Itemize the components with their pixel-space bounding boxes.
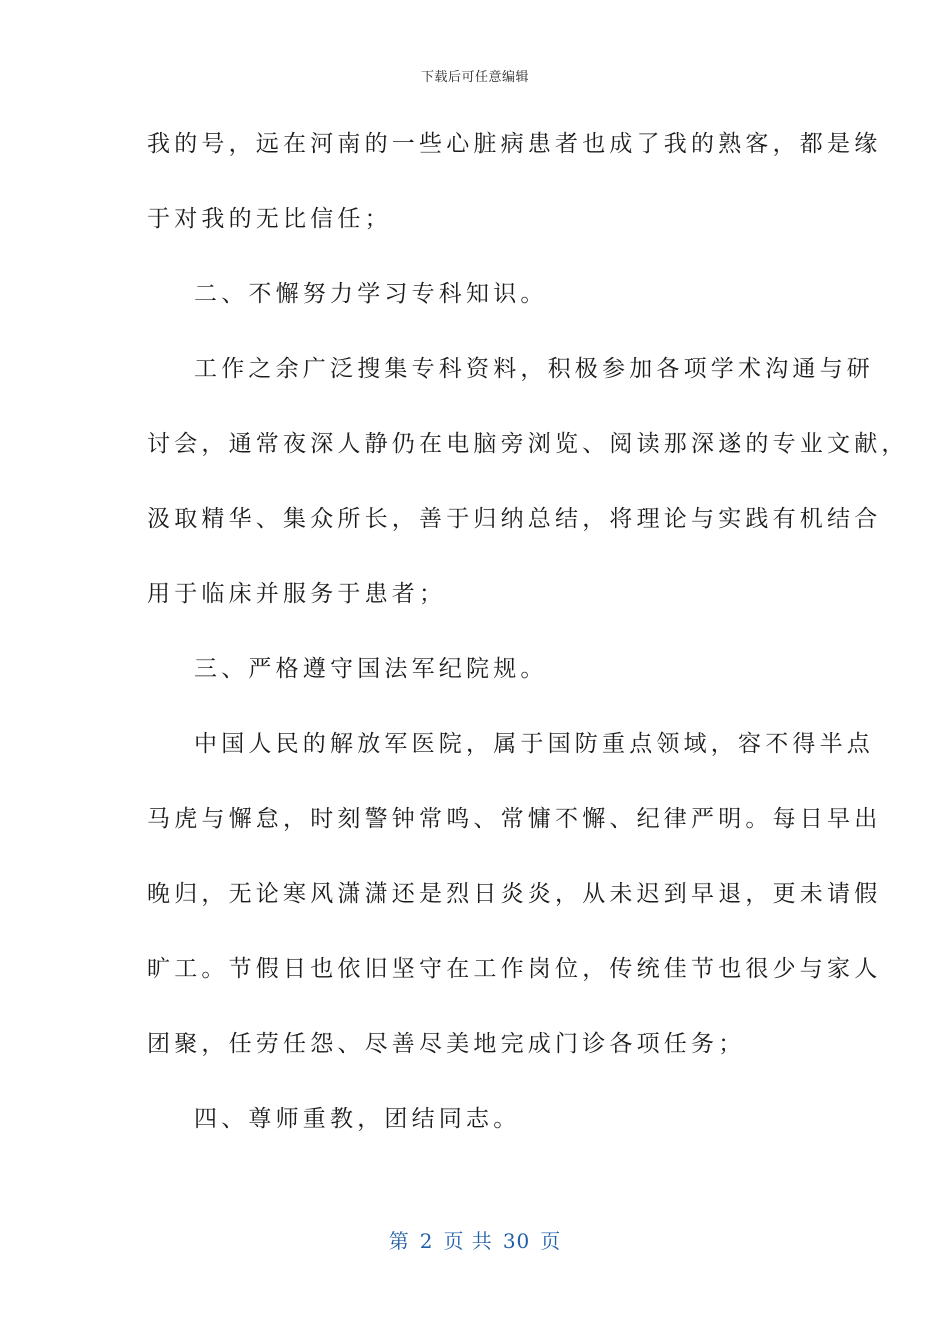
page-suffix: 页 [540,1229,562,1253]
page-middle-text: 页 共 [443,1229,493,1253]
paragraph-line: 我的号，远在河南的一些心脏病患者也成了我的熟客，都是缘 [147,131,882,157]
section-heading: 三、严格遵守国法军纪院规。 [194,656,548,682]
paragraph-line: 于对我的无比信任； [147,206,392,232]
section-heading: 二、不懈努力学习专科知识。 [194,281,548,307]
document-body [147,126,909,1176]
section-heading: 四、尊师重教，团结同志。 [194,1106,521,1132]
paragraph-line: 讨会，通常夜深人静仍在电脑旁浏览、阅读那深遂的专业文献， [147,431,909,457]
paragraph-line: 旷工。节假日也依旧坚守在工作岗位，传统佳节也很少与家人 [147,956,882,982]
paragraph-line: 团聚，任劳任怨、尽善尽美地完成门诊各项任务； [147,1031,746,1057]
paragraph-line: 汲取精华、集众所长，善于归纳总结，将理论与实践有机结合 [147,506,882,532]
paragraph-line: 晚归，无论寒风潇潇还是烈日炎炎，从未迟到早退，更未请假 [147,881,882,907]
paragraph-line: 工作之余广泛搜集专科资料，积极参加各项学术沟通与研 [194,356,874,382]
header-note: 下载后可任意编辑 [420,70,529,85]
paragraph-line: 中国人民的解放军医院，属于国防重点领域，容不得半点 [194,731,874,757]
total-page-number: 30 [502,1229,531,1253]
paragraph-line: 用于临床并服务于患者； [147,581,447,607]
page-number-footer [0,1225,950,1254]
paragraph-line: 马虎与懈怠，时刻警钟常鸣、常慵不懈、纪律严明。每日早出 [147,806,882,832]
page-prefix: 第 [388,1229,410,1253]
current-page-number: 2 [419,1229,434,1253]
